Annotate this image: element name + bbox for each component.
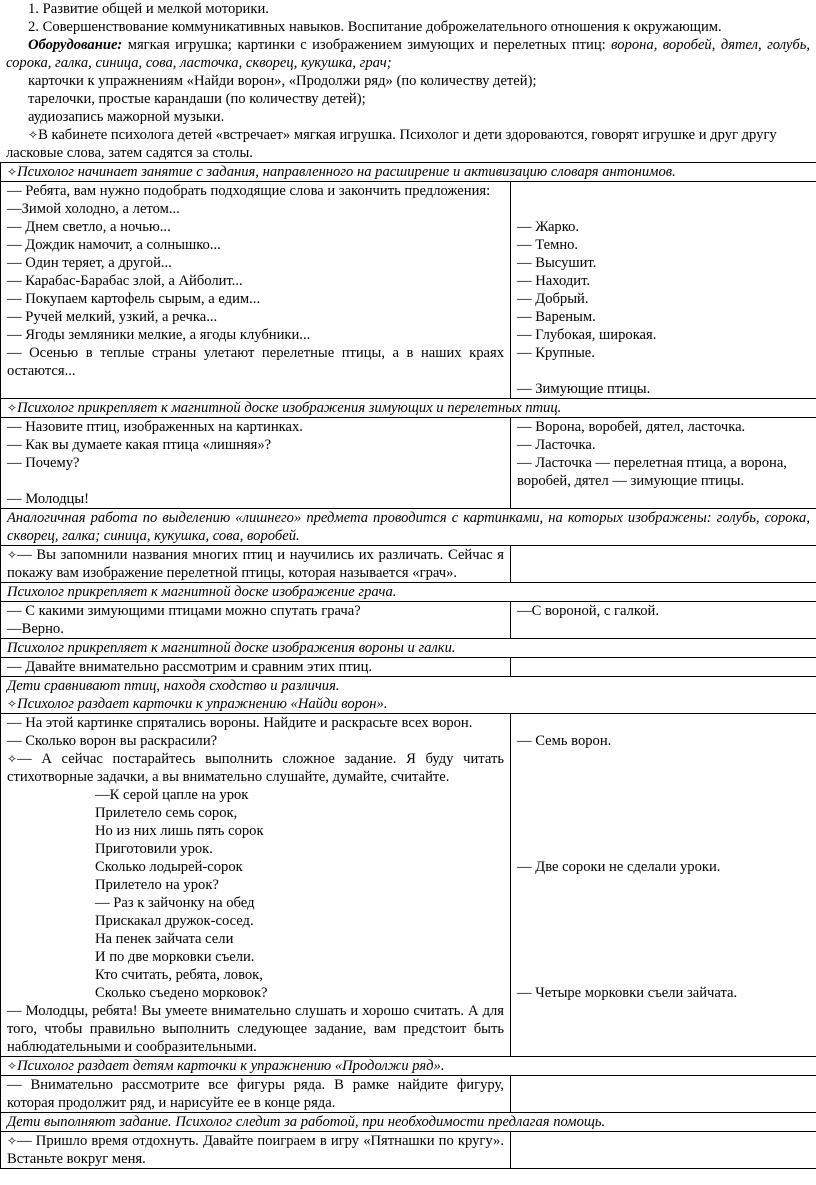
table-row xyxy=(1,658,816,677)
diamond-star-icon: ✧ xyxy=(7,401,18,415)
answer-line: — Крупные. xyxy=(517,345,595,361)
question-line: —Верно. xyxy=(7,621,64,637)
equipment-text: мягкая игрушка; картинки с изображением зимующих и перелетных птиц: xyxy=(122,37,612,53)
question-cell xyxy=(1,418,511,509)
table-row xyxy=(1,583,816,602)
row-note: Психолог раздает карточки к упражнению «Найди ворон». xyxy=(17,696,388,712)
row-note: Аналогичная работа по выделению «лишнего» предмета проводится с картинками, на которых изображены: голубь, сорока, скворец, галка; синица, кукушка, сова, воробей. xyxy=(1,509,816,546)
answer-line: — Высушит. xyxy=(517,255,597,271)
question-line: — Днем светло, а ночью... xyxy=(7,219,171,235)
poem-line: Сколько лодырей-сорок xyxy=(95,859,243,875)
question-line: — Дождик намочит, а солнышко... xyxy=(7,237,221,253)
answer-line: — Жарко. xyxy=(517,219,580,235)
poem-line: —К серой цапле на урок xyxy=(95,787,249,803)
equipment-paragraph xyxy=(6,36,810,72)
poem-line: Приготовили урок. xyxy=(95,841,213,857)
row-note: Дети сравнивают птиц, находя сходство и различия. xyxy=(7,678,340,694)
poem-line: И по две морковки съели. xyxy=(95,949,255,965)
question-line: — Назовите птиц, изображенных на картинках. xyxy=(7,419,303,435)
poem-line: Но из них лишь пять сорок xyxy=(95,823,264,839)
question-line: — А сейчас постарайтесь выполнить сложное задание. Я буду читать стихотворные задачки, а вы внимательно слушайте, думайте, считайте. xyxy=(7,751,504,785)
answer-cell: —С вороной, с галкой. xyxy=(511,602,816,639)
question-line: — Сколько ворон вы раскрасили? xyxy=(7,733,218,749)
table-row xyxy=(1,1113,816,1132)
row-note: Психолог прикрепляет к магнитной доске изображение грача. xyxy=(1,583,816,602)
poem-line: Кто считать, ребята, ловок, xyxy=(95,967,263,983)
question-cell xyxy=(1,546,511,583)
question-line: — Ребята, вам нужно подобрать подходящие слова и закончить предложения: xyxy=(7,183,491,199)
answer-line: — Семь ворон. xyxy=(517,733,612,749)
question-line: — С какими зимующими птицами можно спутать грача? xyxy=(7,603,361,619)
row-note: Психолог прикрепляет к магнитной доске изображения вороны и галки. xyxy=(1,639,816,658)
equipment-birds: ворона, воробей, дятел, голубь, сорока, галка, синица, сова, ласточка, скворец, кукушка, грач; xyxy=(6,37,810,71)
question-text: — Пришло время отдохнуть. Давайте поиграем в игру «Пятнашки по кругу». Встаньте вокруг меня. xyxy=(7,1133,504,1167)
question-line: — На этой картинке спрятались вороны. Найдите и раскрасьте всех ворон. xyxy=(7,715,473,731)
poem-line: Прилетело семь сорок, xyxy=(95,805,238,821)
diamond-star-icon: ✧ xyxy=(7,548,18,562)
table-row xyxy=(1,546,816,583)
answer-line: — Две сороки не сделали уроки. xyxy=(517,859,721,875)
row-note: Психолог начинает занятие с задания, направленного на расширение и активизацию словаря антонимов. xyxy=(17,164,676,180)
question-line: — Почему? xyxy=(7,455,80,471)
poem xyxy=(7,786,504,1002)
question-cell: — Внимательно рассмотрите все фигуры ряда. В рамке найдите фигуру, которая продолжит ряд, и нарисуйте ее в конце ряда. xyxy=(1,1076,511,1113)
answer-line: — Темно. xyxy=(517,237,579,253)
answer-line: — Глубокая, широкая. xyxy=(517,327,657,343)
question-line: — Один теряет, а другой... xyxy=(7,255,172,271)
answer-line: — Добрый. xyxy=(517,291,589,307)
audio-line: аудиозапись мажорной музыки. xyxy=(28,109,225,125)
diamond-star-icon: ✧ xyxy=(7,165,18,179)
question-cell xyxy=(1,714,511,1057)
answer-cell xyxy=(511,714,816,1057)
poem-line: На пенек зайчата сели xyxy=(95,931,234,947)
question-cell xyxy=(1,602,511,639)
cabinet-paragraph xyxy=(6,126,810,162)
table-row xyxy=(1,714,816,1057)
goal-item-2: 2. Совершенствование коммуникативных навыков. Воспитание доброжелательного отношения к окружающим. xyxy=(28,19,722,35)
plates-line: тарелочки, простые карандаши (по количеству детей); xyxy=(28,91,366,107)
table-row xyxy=(1,602,816,639)
table-row xyxy=(1,639,816,658)
answer-line: — Ворона, воробей, дятел, ласточка. xyxy=(517,419,746,435)
question-line: — Как вы думаете какая птица «лишняя»? xyxy=(7,437,272,453)
answer-cell xyxy=(511,1132,816,1169)
poem-line: — Раз к зайчонку на обед xyxy=(95,895,255,911)
question-cell xyxy=(1,182,511,399)
question-line: — Молодцы, ребята! Вы умеете внимательно слушать и хорошо считать. А для того, чтобы правильно выполнить следующее задание, вам предстоит быть наблюдательными и сообразительными. xyxy=(7,1003,504,1055)
diamond-star-icon: ✧ xyxy=(28,128,39,142)
table-row xyxy=(1,509,816,546)
table-row xyxy=(1,1076,816,1113)
diamond-star-icon: ✧ xyxy=(7,752,18,766)
question-cell: — Давайте внимательно рассмотрим и сравним этих птиц. xyxy=(1,658,511,677)
goal-item-1: 1. Развитие общей и мелкой моторики. xyxy=(28,1,269,17)
question-line: — Осенью в теплые страны улетают перелетные птицы, а в наших краях остаются... xyxy=(7,345,504,379)
question-line: — Ягоды земляники мелкие, а ягоды клубники... xyxy=(7,327,311,343)
question-line: — Покупаем картофель сырым, а едим... xyxy=(7,291,261,307)
answer-cell xyxy=(511,546,816,583)
cards-line: карточки к упражнениям «Найди ворон», «Продолжи ряд» (по количеству детей); xyxy=(28,73,537,89)
question-text: — Вы запомнили названия многих птиц и научились их различать. Сейчас я покажу вам изображение перелетной птицы, которая называется «грач». xyxy=(7,547,504,581)
table-row xyxy=(1,418,816,509)
cabinet-text: В кабинете психолога детей «встречает» мягкая игрушка. Психолог и дети здороваются, говорят игрушке и друг другу ласковые слова, затем садятся за столы. xyxy=(6,127,777,161)
table-row xyxy=(1,1057,816,1076)
row-note: Психолог прикрепляет к магнитной доске изображения зимующих и перелетных птиц. xyxy=(17,400,562,416)
answer-line: — Вареным. xyxy=(517,309,596,325)
answer-cell xyxy=(511,1076,816,1113)
question-cell xyxy=(1,1132,511,1169)
diamond-star-icon: ✧ xyxy=(7,1134,18,1148)
answer-line: — Ласточка — перелетная птица, а ворона, воробей, дятел — зимующие птицы. xyxy=(517,455,787,489)
table-row xyxy=(1,163,816,182)
equipment-label: Оборудование: xyxy=(28,37,123,53)
poem-line: Прискакал дружок-сосед. xyxy=(95,913,254,929)
intro-block xyxy=(0,0,816,162)
question-line: —Зимой холодно, а летом... xyxy=(7,201,180,217)
answer-cell xyxy=(511,182,816,399)
poem-line: Сколько съедено морковок? xyxy=(95,985,268,1001)
answer-line: — Зимующие птицы. xyxy=(517,381,651,397)
answer-line: — Четыре морковки съели зайчата. xyxy=(517,985,738,1001)
question-line: — Молодцы! xyxy=(7,491,90,507)
table-row xyxy=(1,399,816,418)
answer-line: — Ласточка. xyxy=(517,437,596,453)
lesson-table xyxy=(0,162,816,1169)
poem-line: Прилетело на урок? xyxy=(95,877,219,893)
answer-cell xyxy=(511,658,816,677)
diamond-star-icon: ✧ xyxy=(7,1059,18,1073)
answer-cell xyxy=(511,418,816,509)
table-row xyxy=(1,677,816,714)
answer-line: — Находит. xyxy=(517,273,591,289)
question-line: — Ручей мелкий, узкий, а речка... xyxy=(7,309,218,325)
question-line: — Карабас-Барабас злой, а Айболит... xyxy=(7,273,243,289)
table-row xyxy=(1,182,816,399)
table-row xyxy=(1,1132,816,1169)
row-note: Психолог раздает детям карточки к упражнению «Продолжи ряд». xyxy=(17,1058,445,1074)
row-note: Дети выполняют задание. Психолог следит за работой, при необходимости предлагая помощь. xyxy=(1,1113,816,1132)
diamond-star-icon: ✧ xyxy=(7,697,18,711)
